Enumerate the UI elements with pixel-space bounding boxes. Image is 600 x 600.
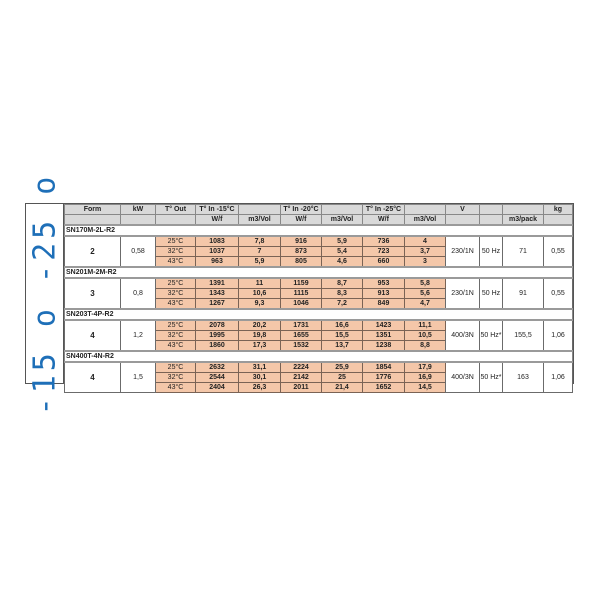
spacer-cell bbox=[156, 351, 196, 362]
pack-cell: 71 bbox=[503, 236, 544, 267]
frequency-cell: 50 Hz* bbox=[480, 362, 503, 393]
spacer-cell bbox=[405, 225, 446, 236]
spacer-cell bbox=[281, 309, 322, 320]
vol20-cell: 25,9 bbox=[322, 362, 363, 373]
spacer-cell bbox=[363, 225, 405, 236]
header-vol-15: m3/Vol bbox=[239, 215, 281, 226]
wf25-cell: 1854 bbox=[363, 362, 405, 373]
tout-cell: 25°C bbox=[156, 236, 196, 247]
wf20-cell: 1731 bbox=[281, 320, 322, 331]
header-voltage: V bbox=[446, 205, 480, 215]
spacer-cell bbox=[239, 351, 281, 362]
spacer-cell bbox=[503, 351, 544, 362]
wf20-cell: 1046 bbox=[281, 299, 322, 310]
vol25-cell: 14,5 bbox=[405, 383, 446, 393]
voltage-cell: 230/1N bbox=[446, 278, 480, 309]
spacer-cell bbox=[480, 267, 503, 278]
header-form: Form bbox=[65, 205, 121, 215]
wf15-cell: 1037 bbox=[196, 247, 239, 257]
spec-table bbox=[64, 204, 573, 393]
wf25-cell: 723 bbox=[363, 247, 405, 257]
spacer-cell bbox=[121, 225, 156, 236]
wf20-cell: 2224 bbox=[281, 362, 322, 373]
vol15-cell: 11 bbox=[239, 278, 281, 289]
spacer-cell bbox=[363, 309, 405, 320]
vol20-cell: 7,2 bbox=[322, 299, 363, 310]
spacer-cell bbox=[121, 309, 156, 320]
vol20-cell: 5,4 bbox=[322, 247, 363, 257]
voltage-cell: 230/1N bbox=[446, 236, 480, 267]
tout-cell: 32°C bbox=[156, 289, 196, 299]
tout-cell: 25°C bbox=[156, 320, 196, 331]
wf15-cell: 1343 bbox=[196, 289, 239, 299]
wf25-cell: 1652 bbox=[363, 383, 405, 393]
header-wf-20: W/f bbox=[281, 215, 322, 226]
frequency-cell: 50 Hz bbox=[480, 236, 503, 267]
header-kg: kg bbox=[544, 205, 573, 215]
spacer-cell bbox=[156, 267, 196, 278]
wf25-cell: 736 bbox=[363, 236, 405, 247]
header-vol-20: m3/Vol bbox=[322, 215, 363, 226]
vol15-cell: 5,9 bbox=[239, 257, 281, 268]
vol25-cell: 5,6 bbox=[405, 289, 446, 299]
wf20-cell: 1532 bbox=[281, 341, 322, 352]
tout-cell: 32°C bbox=[156, 247, 196, 257]
spacer-cell bbox=[405, 267, 446, 278]
wf20-cell: 916 bbox=[281, 236, 322, 247]
vol25-cell: 4 bbox=[405, 236, 446, 247]
kw-cell: 1,2 bbox=[121, 320, 156, 351]
form-cell: 2 bbox=[65, 236, 121, 267]
wf20-cell: 873 bbox=[281, 247, 322, 257]
spacer-cell bbox=[544, 267, 573, 278]
spacer-cell bbox=[281, 225, 322, 236]
wf15-cell: 2632 bbox=[196, 362, 239, 373]
header-row-1 bbox=[65, 205, 573, 215]
wf15-cell: 2078 bbox=[196, 320, 239, 331]
header-blank bbox=[405, 205, 446, 215]
header-row-2 bbox=[65, 215, 573, 226]
vol25-cell: 17,9 bbox=[405, 362, 446, 373]
vol25-cell: 8,8 bbox=[405, 341, 446, 352]
model-name: SN203T-4P-R2 bbox=[65, 309, 121, 320]
spacer-cell bbox=[446, 351, 480, 362]
wf25-cell: 953 bbox=[363, 278, 405, 289]
form-cell: 3 bbox=[65, 278, 121, 309]
table-row bbox=[65, 278, 573, 289]
frequency-cell: 50 Hz* bbox=[480, 320, 503, 351]
spacer-cell bbox=[544, 351, 573, 362]
pack-cell: 163 bbox=[503, 362, 544, 393]
spacer-cell bbox=[503, 309, 544, 320]
spacer-cell bbox=[363, 351, 405, 362]
tout-cell: 43°C bbox=[156, 383, 196, 393]
spacer-cell bbox=[239, 225, 281, 236]
wf25-cell: 1423 bbox=[363, 320, 405, 331]
pack-cell: 91 bbox=[503, 278, 544, 309]
weight-cell: 0,55 bbox=[544, 278, 573, 309]
spacer-cell bbox=[503, 267, 544, 278]
voltage-cell: 400/3N bbox=[446, 320, 480, 351]
tout-cell: 32°C bbox=[156, 373, 196, 383]
wf20-cell: 1655 bbox=[281, 331, 322, 341]
spec-table-container bbox=[25, 172, 574, 415]
wf25-cell: 849 bbox=[363, 299, 405, 310]
header-blank bbox=[446, 215, 480, 226]
vol20-cell: 13,7 bbox=[322, 341, 363, 352]
wf15-cell: 1083 bbox=[196, 236, 239, 247]
header-blank bbox=[322, 205, 363, 215]
wf20-cell: 2142 bbox=[281, 373, 322, 383]
tout-cell: 25°C bbox=[156, 278, 196, 289]
spacer-cell bbox=[239, 267, 281, 278]
header-tin-15: T° In -15°C bbox=[196, 205, 239, 215]
voltage-cell: 400/3N bbox=[446, 362, 480, 393]
header-blank bbox=[121, 215, 156, 226]
spacer-cell bbox=[544, 309, 573, 320]
spacer-cell bbox=[281, 351, 322, 362]
spacer-cell bbox=[363, 267, 405, 278]
wf15-cell: 1391 bbox=[196, 278, 239, 289]
vol15-cell: 31,1 bbox=[239, 362, 281, 373]
vol20-cell: 15,5 bbox=[322, 331, 363, 341]
kw-cell: 0,58 bbox=[121, 236, 156, 267]
header-blank bbox=[480, 205, 503, 215]
spacer-cell bbox=[196, 225, 239, 236]
vol25-cell: 11,1 bbox=[405, 320, 446, 331]
header-blank bbox=[239, 205, 281, 215]
vol20-cell: 21,4 bbox=[322, 383, 363, 393]
form-cell: 4 bbox=[65, 362, 121, 393]
vol20-cell: 5,9 bbox=[322, 236, 363, 247]
wf20-cell: 1115 bbox=[281, 289, 322, 299]
wf25-cell: 1238 bbox=[363, 341, 405, 352]
spacer-cell bbox=[156, 309, 196, 320]
wf15-cell: 963 bbox=[196, 257, 239, 268]
spacer-cell bbox=[322, 267, 363, 278]
wf25-cell: 913 bbox=[363, 289, 405, 299]
tout-cell: 43°C bbox=[156, 257, 196, 268]
header-kw: kW bbox=[121, 205, 156, 215]
spacer-cell bbox=[480, 309, 503, 320]
model-name-row bbox=[65, 225, 573, 236]
pack-cell: 155,5 bbox=[503, 320, 544, 351]
vol25-cell: 16,9 bbox=[405, 373, 446, 383]
header-tin-25: T° In -25°C bbox=[363, 205, 405, 215]
header-blank bbox=[156, 215, 196, 226]
tout-cell: 43°C bbox=[156, 341, 196, 352]
vol15-cell: 30,1 bbox=[239, 373, 281, 383]
header-blank bbox=[503, 205, 544, 215]
wf15-cell: 2544 bbox=[196, 373, 239, 383]
spacer-cell bbox=[239, 309, 281, 320]
header-tout: T° Out bbox=[156, 205, 196, 215]
weight-cell: 0,55 bbox=[544, 236, 573, 267]
wf20-cell: 2011 bbox=[281, 383, 322, 393]
model-name: SN201M-2M-R2 bbox=[65, 267, 121, 278]
kw-cell: 0,8 bbox=[121, 278, 156, 309]
spacer-cell bbox=[156, 225, 196, 236]
model-name-row bbox=[65, 267, 573, 278]
spacer-cell bbox=[503, 225, 544, 236]
tout-cell: 32°C bbox=[156, 331, 196, 341]
wf25-cell: 1351 bbox=[363, 331, 405, 341]
spacer-cell bbox=[446, 225, 480, 236]
vol20-cell: 8,3 bbox=[322, 289, 363, 299]
vol15-cell: 17,3 bbox=[239, 341, 281, 352]
vol15-cell: 7,8 bbox=[239, 236, 281, 247]
tout-cell: 25°C bbox=[156, 362, 196, 373]
vol25-cell: 10,5 bbox=[405, 331, 446, 341]
vol25-cell: 5,8 bbox=[405, 278, 446, 289]
header-blank bbox=[65, 215, 121, 226]
wf15-cell: 1267 bbox=[196, 299, 239, 310]
spacer-cell bbox=[196, 351, 239, 362]
vol15-cell: 10,6 bbox=[239, 289, 281, 299]
spacer-cell bbox=[405, 309, 446, 320]
weight-cell: 1,06 bbox=[544, 320, 573, 351]
spacer-cell bbox=[446, 309, 480, 320]
wf15-cell: 1995 bbox=[196, 331, 239, 341]
vol25-cell: 3,7 bbox=[405, 247, 446, 257]
spacer-cell bbox=[322, 225, 363, 236]
model-name: SN170M-2L-R2 bbox=[65, 225, 121, 236]
vol15-cell: 26,3 bbox=[239, 383, 281, 393]
frequency-cell: 50 Hz bbox=[480, 278, 503, 309]
wf20-cell: 1159 bbox=[281, 278, 322, 289]
vol15-cell: 7 bbox=[239, 247, 281, 257]
header-wf-25: W/f bbox=[363, 215, 405, 226]
header-pack: m3/pack bbox=[503, 215, 544, 226]
table-row bbox=[65, 320, 573, 331]
wf15-cell: 2404 bbox=[196, 383, 239, 393]
model-name-row bbox=[65, 351, 573, 362]
weight-cell: 1,06 bbox=[544, 362, 573, 393]
header-wf-15: W/f bbox=[196, 215, 239, 226]
vol20-cell: 4,6 bbox=[322, 257, 363, 268]
kw-cell: 1,5 bbox=[121, 362, 156, 393]
vol15-cell: 20,2 bbox=[239, 320, 281, 331]
vol20-cell: 8,7 bbox=[322, 278, 363, 289]
spacer-cell bbox=[405, 351, 446, 362]
form-cell: 4 bbox=[65, 320, 121, 351]
header-tin-20: T° In -20°C bbox=[281, 205, 322, 215]
spacer-cell bbox=[322, 351, 363, 362]
vol20-cell: 16,6 bbox=[322, 320, 363, 331]
tout-cell: 43°C bbox=[156, 299, 196, 310]
vol15-cell: 19,8 bbox=[239, 331, 281, 341]
spacer-cell bbox=[446, 267, 480, 278]
spacer-cell bbox=[480, 225, 503, 236]
spacer-cell bbox=[196, 309, 239, 320]
side-label-text: -15 o -25 o bbox=[27, 172, 62, 415]
spacer-cell bbox=[281, 267, 322, 278]
header-blank bbox=[480, 215, 503, 226]
spacer-cell bbox=[121, 267, 156, 278]
vol20-cell: 25 bbox=[322, 373, 363, 383]
temperature-range-label bbox=[26, 172, 64, 415]
wf20-cell: 805 bbox=[281, 257, 322, 268]
spacer-cell bbox=[544, 225, 573, 236]
vol15-cell: 9,3 bbox=[239, 299, 281, 310]
vol25-cell: 3 bbox=[405, 257, 446, 268]
spacer-cell bbox=[196, 267, 239, 278]
spacer-cell bbox=[322, 309, 363, 320]
vol25-cell: 4,7 bbox=[405, 299, 446, 310]
wf25-cell: 660 bbox=[363, 257, 405, 268]
header-blank bbox=[544, 215, 573, 226]
model-name: SN400T-4N-R2 bbox=[65, 351, 121, 362]
table-row bbox=[65, 362, 573, 373]
model-name-row bbox=[65, 309, 573, 320]
wf15-cell: 1860 bbox=[196, 341, 239, 352]
header-vol-25: m3/Vol bbox=[405, 215, 446, 226]
wf25-cell: 1776 bbox=[363, 373, 405, 383]
spacer-cell bbox=[480, 351, 503, 362]
spacer-cell bbox=[121, 351, 156, 362]
table-row bbox=[65, 236, 573, 247]
